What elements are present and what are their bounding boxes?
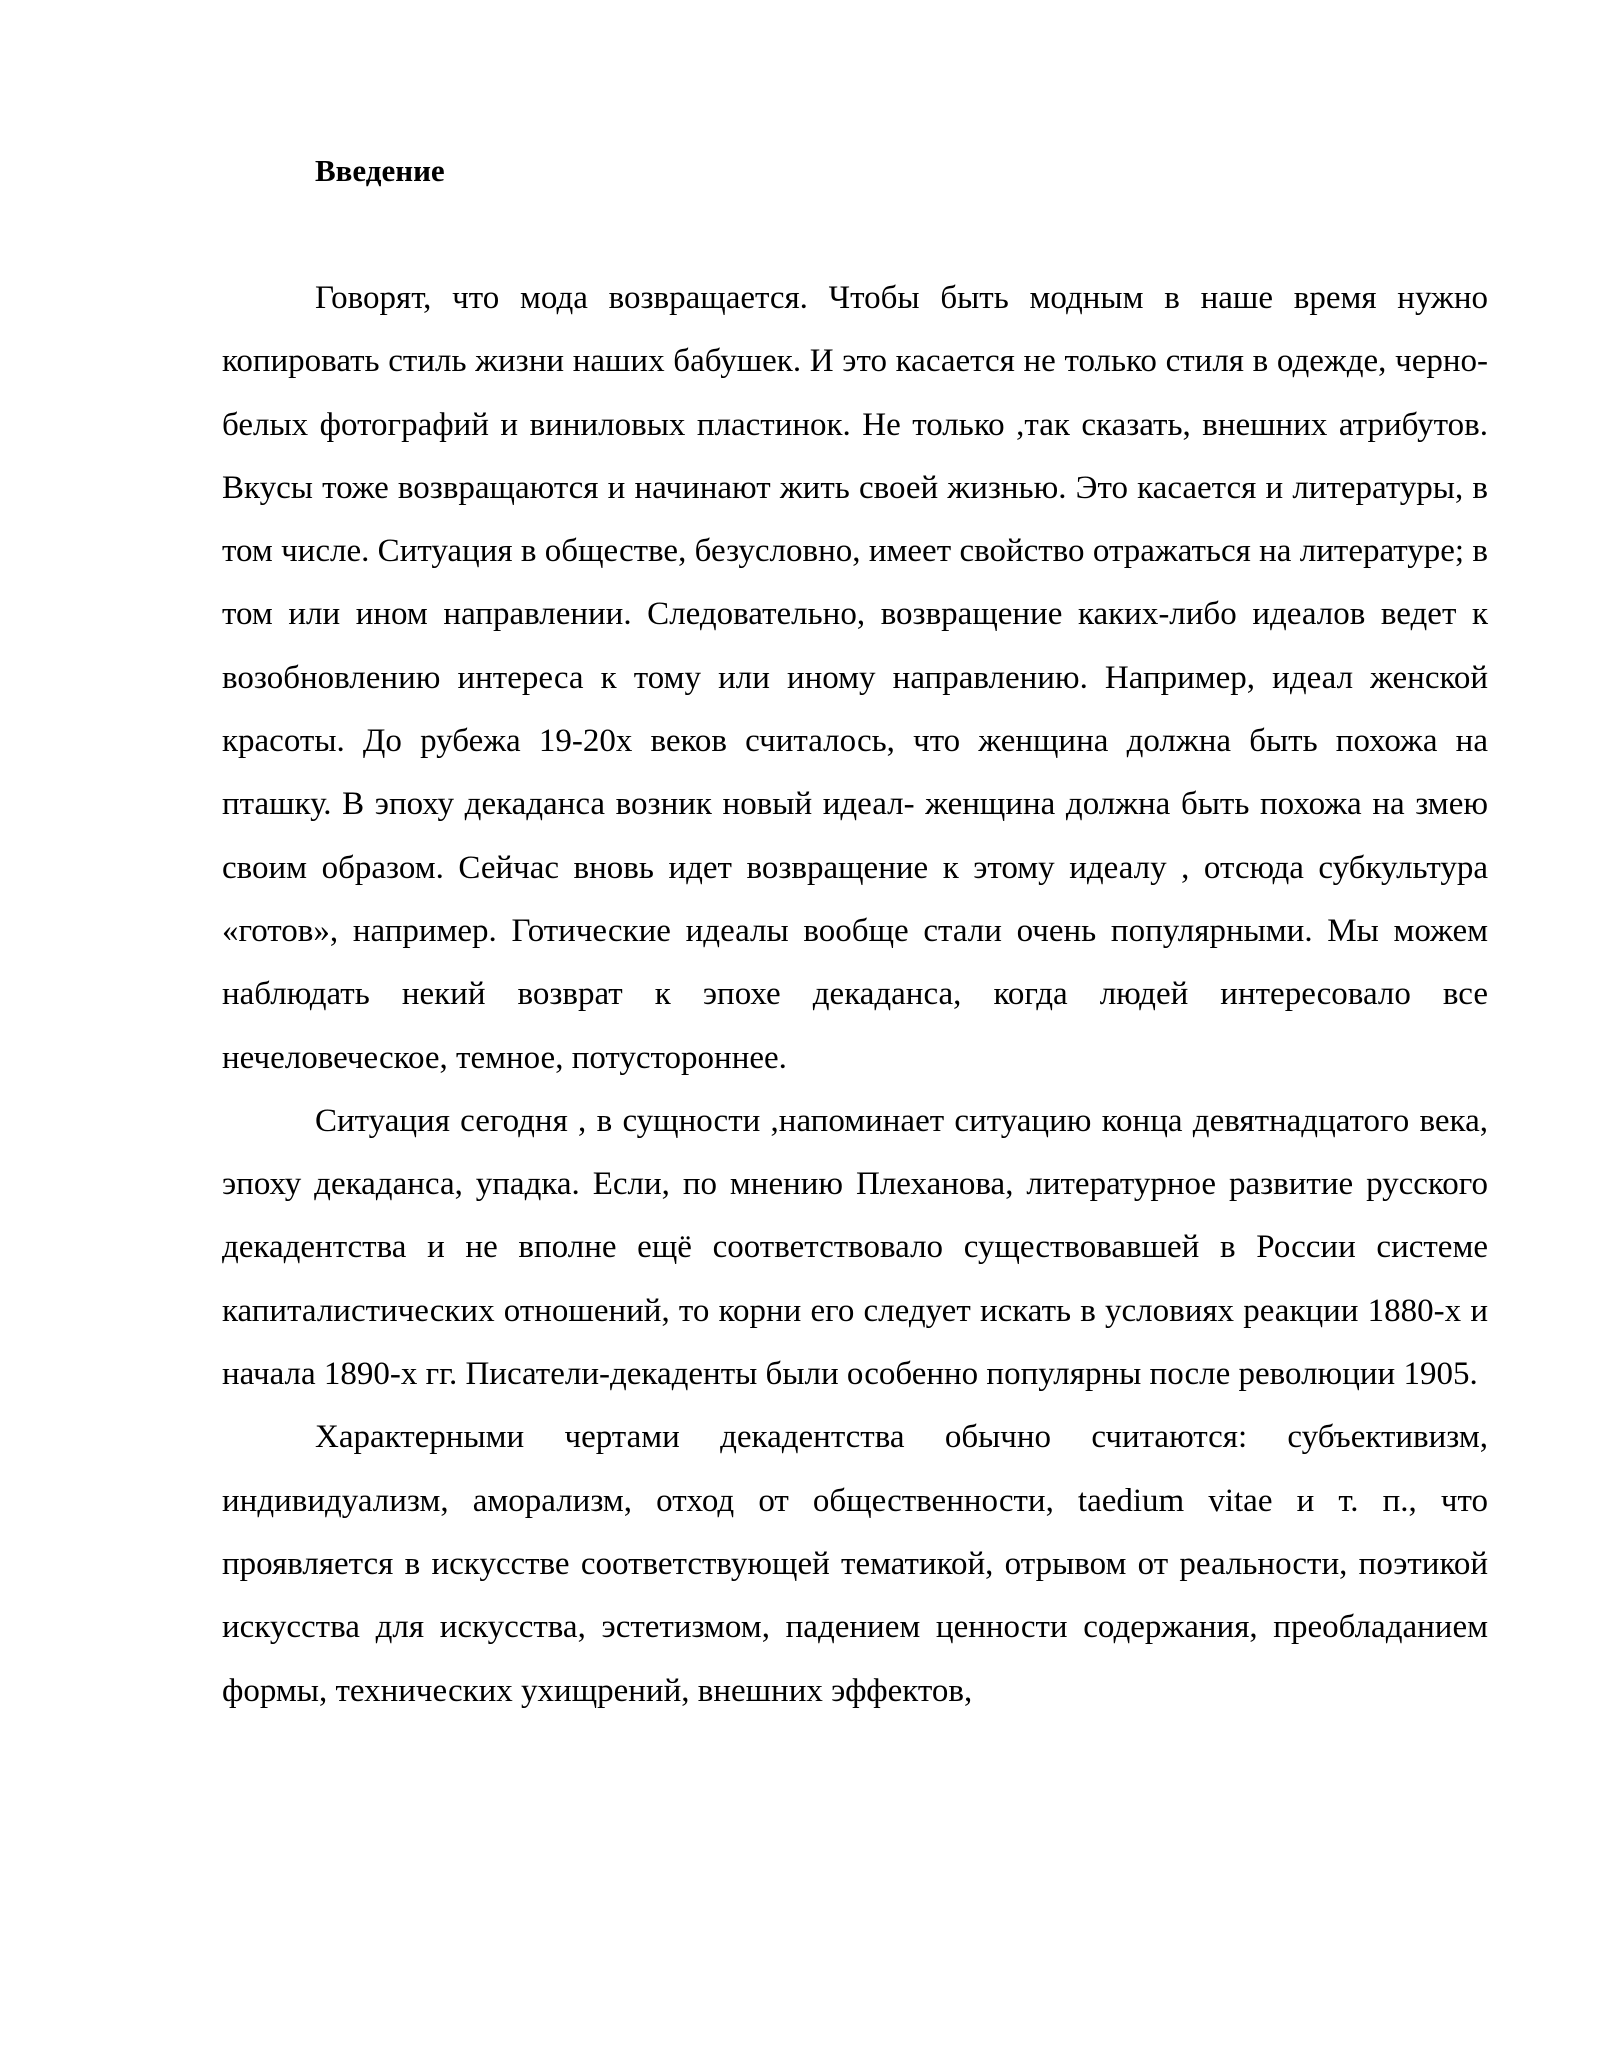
paragraph: Ситуация сегодня , в сущности ,напоминает ситуацию конца девятнадцатого века, эпоху декаданса, упадка. Если, по мнению Плеханова, литературное развитие русского декадентства и не вполне ещё соответствовало существовавшей в России системе капиталистических отношений, то корни его следует искать в условиях реакции 1880-х и начала 1890-х гг. Писатели-декаденты были особенно популярны после революции 1905. (222, 1102, 1488, 1393)
section-heading: Введение (315, 153, 445, 188)
paragraph: Говорят, что мода возвращается. Чтобы быть модным в наше время нужно копировать стиль жизни наших бабушек. И это касается не только стиля в одежде, черно-белых фотографий и виниловых пластинок. Не только ,так сказать, внешних атрибутов. Вкусы тоже возвращаются и начинают жить своей жизнью. Это касается и литературы, в том числе. Ситуация в обществе, безусловно, имеет свойство отражаться на литературе; в том или ином направлении. Следовательно, возвращение каких-либо идеалов ведет к возобновлению интереса к тому или иному направлению. Например, идеал женской красоты. До рубежа 19-20х веков считалось, что женщина должна быть похожа на пташку. В эпоху декаданса возник новый идеал- женщина должна быть похожа на змею своим образом. Сейчас вновь идет возвращение к этому идеалу , отсюда субкультура «готов», например. Готические идеалы вообще стали очень популярными. Мы можем наблюдать некий возврат к эпохе декаданса, когда людей интересовало все нечеловеческое, темное, потустороннее. (222, 280, 1488, 1076)
paragraph: Характерными чертами декадентства обычно считаются: субъективизм, индивидуализм, аморализм, отход от общественности, taedium vitae и т. п., что проявляется в искусстве соответствующей тематикой, отрывом от реальности, поэтикой искусства для искусства, эстетизмом, падением ценности содержания, преобладанием формы, технических ухищрений, внешних эффектов, (222, 1419, 1488, 1709)
body-text (222, 267, 1488, 1723)
